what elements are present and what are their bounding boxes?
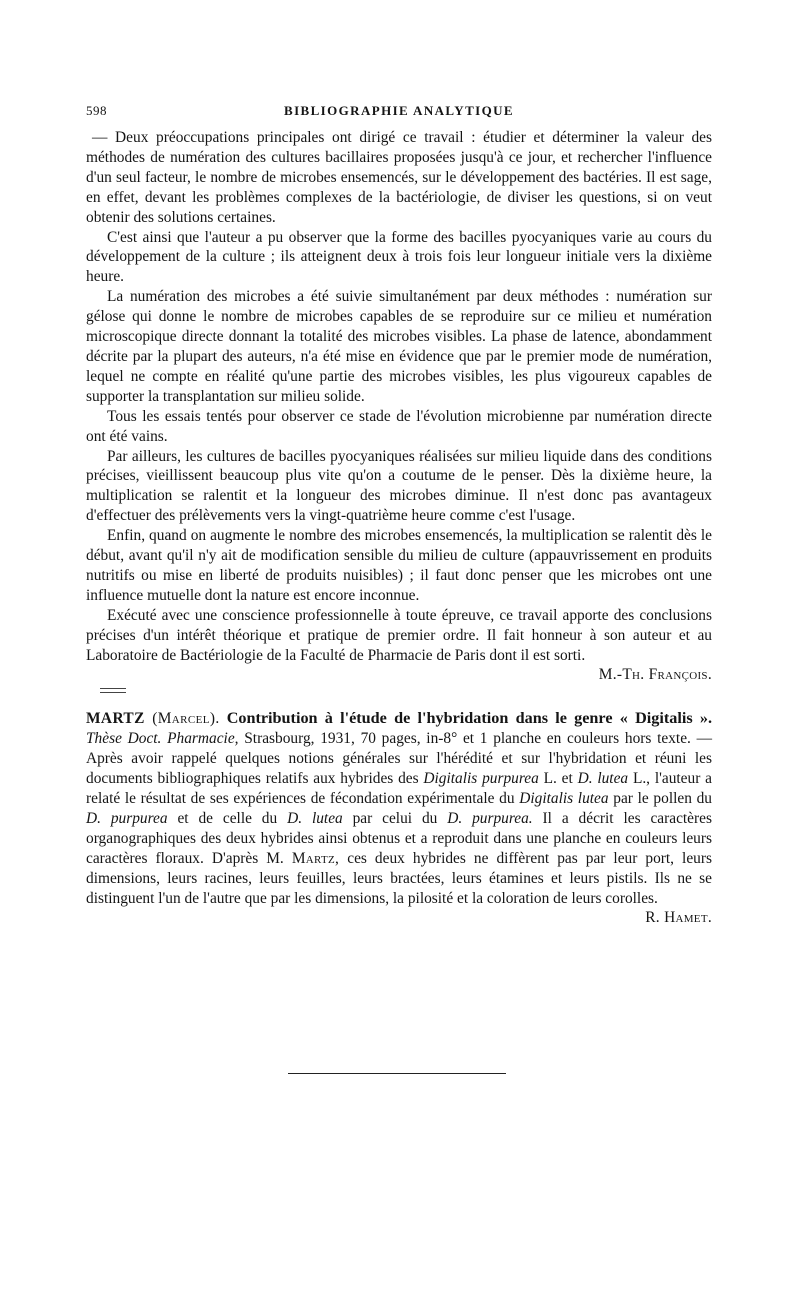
reviewer-signature: R. Hamet. xyxy=(645,909,712,927)
author-firstname: (Marcel). xyxy=(152,710,220,728)
species-name: D. purpurea xyxy=(86,809,168,827)
paragraph: — Deux préoccupations principales ont dirigé ce travail : étudier et déterminer la valeur des méthodes de numération des cultures bacillaires proposées jusqu'à ce jour, et rechercher l'influence d'un seul facteur, le nombre de microbes ensemencés, sur le développement des bactéries. Il est sage, en effet, devant les problèmes complexes de la bactériologie, de diviser les questions, si on veut obtenir des solutions certaines. xyxy=(86,129,712,226)
signature-line xyxy=(86,908,712,928)
author-reference: Martz, xyxy=(291,849,340,867)
text-segment: et de celle du xyxy=(177,809,278,827)
species-name: D. lutea xyxy=(287,809,343,827)
species-name: Digitalis purpurea xyxy=(423,770,539,788)
paragraph: C'est ainsi que l'auteur a pu observer que la forme des bacilles pyocyaniques varie au cours du développement de la culture ; ils atteignent deux à trois fois leur longueur initiale vers la dixième heure. xyxy=(86,228,712,286)
author-name xyxy=(86,710,220,727)
reviewer-signature: M.-Th. François. xyxy=(598,666,712,684)
text-segment: Il a décrit les caractères organographiques des deux hybrides ainsi obtenus et a reproduit dans une planche en couleurs leurs caractères floraux. D'après M. xyxy=(86,809,712,867)
author-surname: MARTZ xyxy=(86,710,145,728)
work-title: Contribution à l'étude de l'hybridation dans le genre « Digitalis ». xyxy=(226,709,712,728)
signature-line xyxy=(86,665,712,685)
section-separator xyxy=(100,688,126,693)
text-segment: Strasbourg, 1931, 70 pages, in-8° et 1 planche en couleurs hors texte. — Après avoir rappelé quelques notions générales sur l'hérédité et sur l'hybridation et réuni les documents bibliographiques relatifs aux hybrides des xyxy=(86,730,712,788)
species-name: D. purpurea. xyxy=(447,809,533,827)
end-rule xyxy=(288,1073,506,1074)
running-title: BIBLIOGRAPHIE ANALYTIQUE xyxy=(284,103,514,118)
text-segment: L. et xyxy=(543,770,573,788)
species-name: D. lutea xyxy=(577,770,629,788)
page-header xyxy=(86,103,712,123)
page-number: 598 xyxy=(86,103,107,118)
review-francois xyxy=(86,128,712,685)
review-martz xyxy=(86,709,712,928)
paragraph: Tous les essais tentés pour observer ce stade de l'évolution microbienne par numération directe ont été vains. xyxy=(86,407,712,445)
text-segment: par le pollen du xyxy=(613,790,712,807)
text-segment: par celui du xyxy=(352,809,438,827)
text-segment: L., l'auteur a relaté le résultat de ses expériences de fécondation expérimentale du xyxy=(86,770,712,807)
text-segment: ces deux hybrides ne diffèrent pas par leur port, leurs dimensions, leurs racines, leurs feuilles, leurs bractées, leurs étamines et leurs pistils. Ils ne se distinguent l'un de l'autre que par les dimensions, la pilosité et la coloration de leurs corolles. xyxy=(86,849,712,907)
species-name: Digitalis lutea xyxy=(519,790,609,807)
paragraph: Exécuté avec une conscience professionnelle à toute épreuve, ce travail apporte des conclusions précises d'un intérêt théorique et pratique de premier ordre. Il fait honneur à son auteur et au Laboratoire de Bactériologie de la Faculté de Pharmacie de Paris dont il est sorti. xyxy=(86,606,712,664)
page-body xyxy=(86,128,712,928)
publication-type: Thèse Doct. Pharmacie, xyxy=(86,730,239,748)
paragraph: La numération des microbes a été suivie simultanément par deux méthodes : numération sur gélose qui donne le nombre de microbes capables de se reproduire sur ce milieu et numération microscopique directe donnant la totalité des microbes visibles. La phase de latence, abondamment décrite par la plupart des auteurs, n'a été mise en évidence que par le premier mode de numération, lequel ne compte en réalité qu'une partie des microbes visibles, les plus vigoureux capables de supporter la transplantation sur milieu solide. xyxy=(86,288,712,405)
review-entry xyxy=(86,709,712,908)
paragraph: Enfin, quand on augmente le nombre des microbes ensemencés, la multiplication se ralentit dès le début, avant qu'il n'y ait de modification sensible du milieu de culture (appauvrissement en produits nutritifs ou mise en liberté de produits nuisibles) ; il faut donc penser que les microbes ont une influence mutuelle dont la nature est encore inconnue. xyxy=(86,527,712,604)
paragraph: Par ailleurs, les cultures de bacilles pyocyaniques réalisées sur milieu liquide dans des conditions précises, vieillissent beaucoup plus vite qu'on a coutume de le penser. Dès la dixième heure, la multiplication se ralentit et la longueur des microbes diminue. Il n'est donc pas avantageux d'effectuer des prélèvements vers la vingt-quatrième heure comme c'est l'usage. xyxy=(86,447,712,525)
